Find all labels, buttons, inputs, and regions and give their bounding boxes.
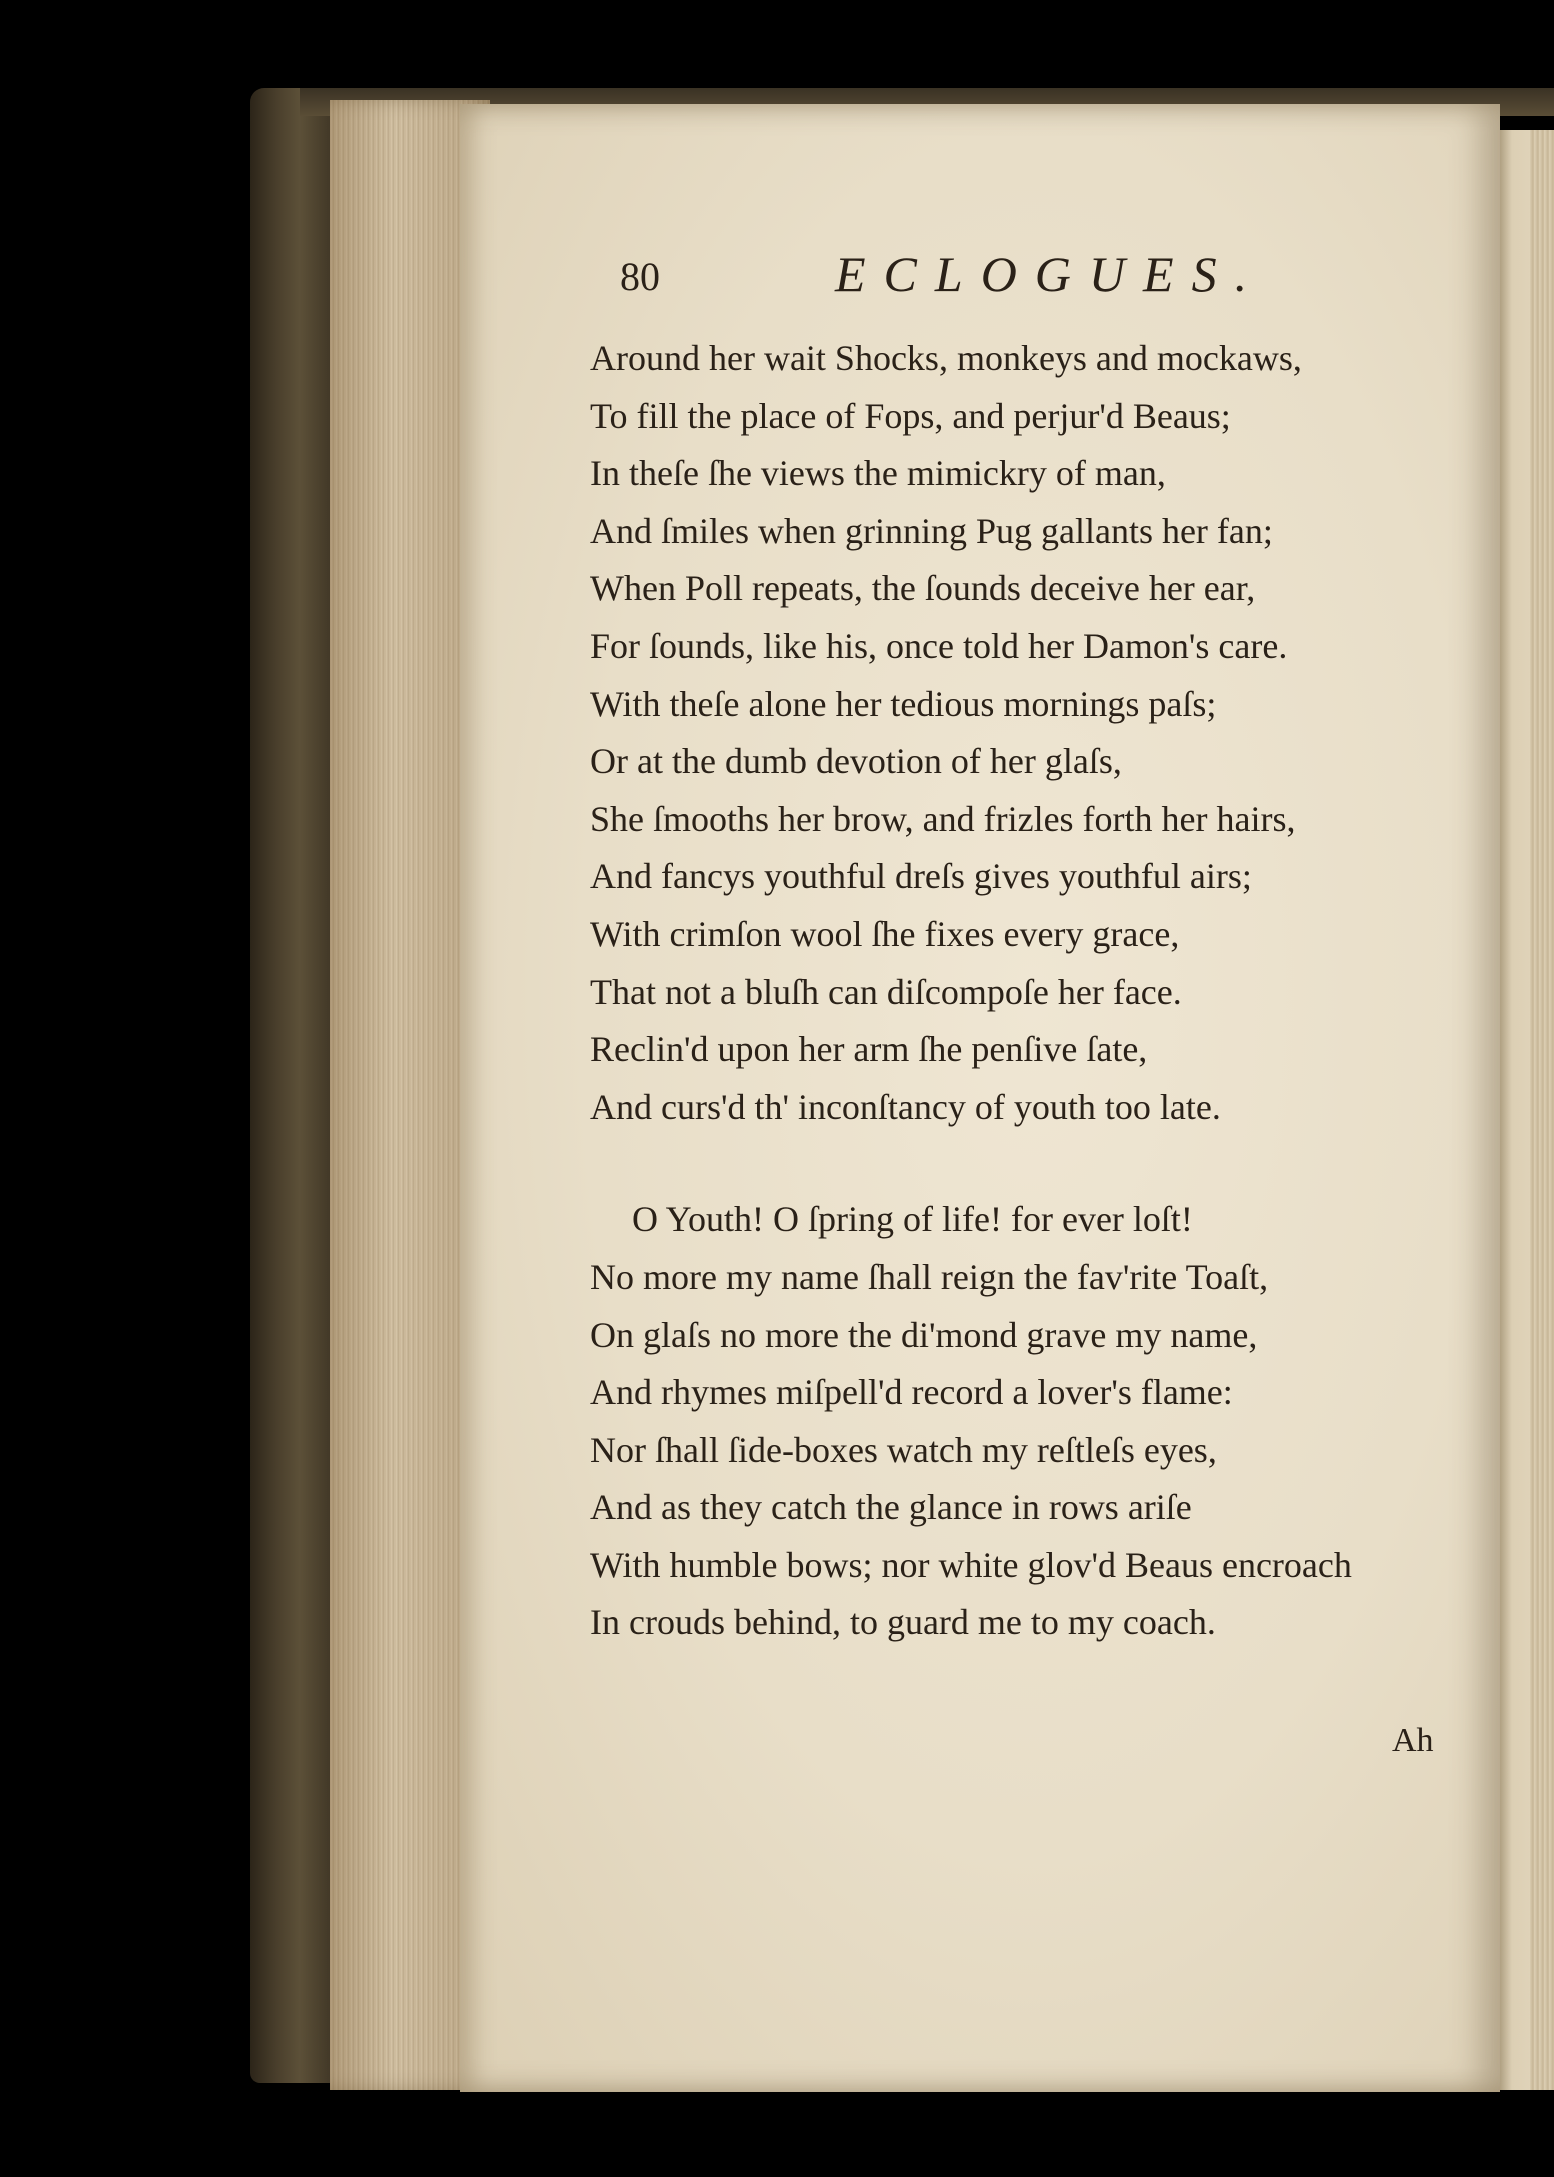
book-cover-spine — [250, 88, 340, 2083]
stanza-2 — [590, 1191, 1490, 1652]
stanza-1 — [590, 330, 1490, 1136]
poem-line: To fill the place of Fops, and perjur'd Beaus; — [590, 395, 1231, 436]
poem-line: And as they catch the glance in rows ariſe — [590, 1487, 1192, 1528]
poem-line: No more my name ſhall reign the fav'rite Toaſt, — [590, 1256, 1269, 1297]
poem-line: With theſe alone her tedious mornings paſs; — [590, 683, 1217, 724]
poem-text — [590, 330, 1490, 1652]
poem-line: And curs'd th' inconſtancy of youth too late. — [590, 1086, 1221, 1127]
poem-line: Or at the dumb devotion of her glaſs, — [590, 741, 1122, 782]
facing-page-edge — [1530, 130, 1554, 2090]
poem-line: On glaſs no more the di'mond grave my name, — [590, 1314, 1258, 1355]
poem-line: For ſounds, like his, once told her Damon's care. — [590, 625, 1288, 666]
running-title: ECLOGUES. — [835, 246, 1266, 302]
poem-line: When Poll repeats, the ſounds deceive her ear, — [590, 568, 1256, 609]
poem-line: O Youth! O ſpring of life! for ever loſt! — [632, 1199, 1193, 1240]
stanza-break — [590, 1136, 1490, 1191]
poem-line: She ſmooths her brow, and frizles forth her hairs, — [590, 798, 1296, 839]
page-number: 80 — [620, 254, 660, 299]
poem-line: And fancys youthful dreſs gives youthful airs; — [590, 856, 1252, 897]
poem-line: In theſe ſhe views the mimickry of man, — [590, 453, 1166, 494]
running-header — [620, 245, 1320, 315]
poem-line: Nor ſhall ſide-boxes watch my reſtleſs eyes, — [590, 1429, 1217, 1470]
poem-line: And rhymes miſpell'd record a lover's flame: — [590, 1372, 1233, 1413]
poem-line: Reclin'd upon her arm ſhe penſive ſate, — [590, 1029, 1148, 1070]
poem-line: With humble bows; nor white glov'd Beaus encroach — [590, 1544, 1352, 1585]
poem-line: That not a bluſh can diſcompoſe her face. — [590, 971, 1182, 1012]
catchword: Ah — [1392, 1722, 1434, 1759]
poem-line: With crimſon wool ſhe fixes every grace, — [590, 913, 1180, 954]
poem-line: In crouds behind, to guard me to my coach. — [590, 1602, 1216, 1643]
poem-line: And ſmiles when grinning Pug gallants her fan; — [590, 510, 1273, 551]
poem-line: Around her wait Shocks, monkeys and mockaws, — [590, 338, 1302, 378]
